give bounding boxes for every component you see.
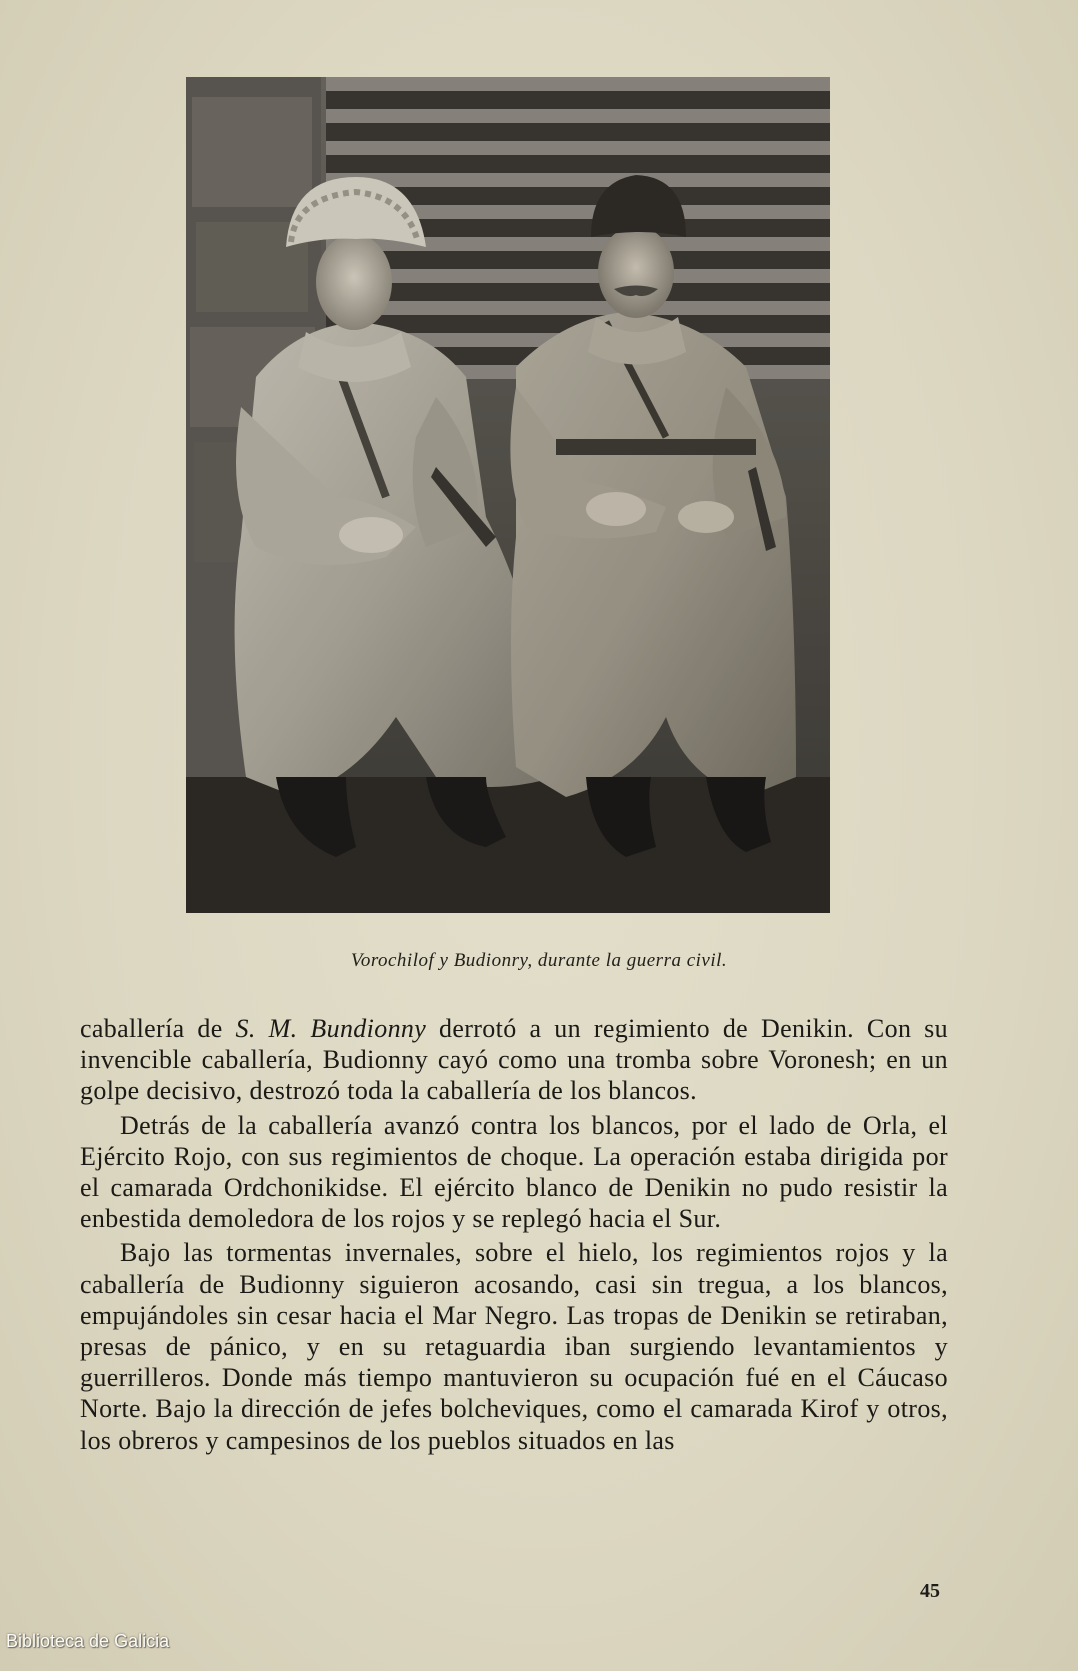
historical-photograph — [186, 77, 830, 913]
person-name: S. M. Bundionny — [235, 1014, 427, 1043]
page-number: 45 — [920, 1580, 940, 1602]
paragraph-1-rest: derrotó a un regimiento de Denikin. Con su invencible caballería, Budionny cayó como una tromba sobre Voronesh; en un golpe decisivo, destrozó toda la caballería de los blancos. — [80, 1014, 948, 1106]
paragraph-1-start: caballería de — [80, 1014, 236, 1043]
paragraph-2: Detrás de la caballería avanzó contra los blancos, por el lado de Orla, el Ejército Rojo, con sus regimientos de choque. La operación estaba dirigida por el camarada Ordchonikidse. El ejército blanco de Denikin no pudo resistir la enbestida demoledora de los rojos y se replegó hacia el Sur. — [80, 1110, 948, 1234]
library-watermark: Biblioteca de Galicia — [6, 1631, 170, 1651]
photograph-two-men-icon — [186, 77, 830, 913]
paragraph-3: Bajo las tormentas invernales, sobre el hielo, los regimientos rojos y la caballería de Budionny siguieron acosando, casi sin tregua, a los blancos, empujándoles sin cesar hacia el Mar Negro. Las tropas de Denikin se retiraban, presas de pánico, y en su retaguardia iban surgiendo levantamientos y guerrilleros. Donde más tiempo mantuvieron su ocupación fué en el Cáucaso Norte. Bajo la dirección de jefes bolcheviques, como el camarada Kirof y otros, los obreros y campesinos de los pueblos situados en las — [80, 1238, 948, 1455]
photo-caption: Vorochilof y Budionry, durante la guerra civil. — [350, 950, 728, 971]
paragraph-1 — [80, 1013, 948, 1107]
body-text — [80, 1013, 948, 1456]
